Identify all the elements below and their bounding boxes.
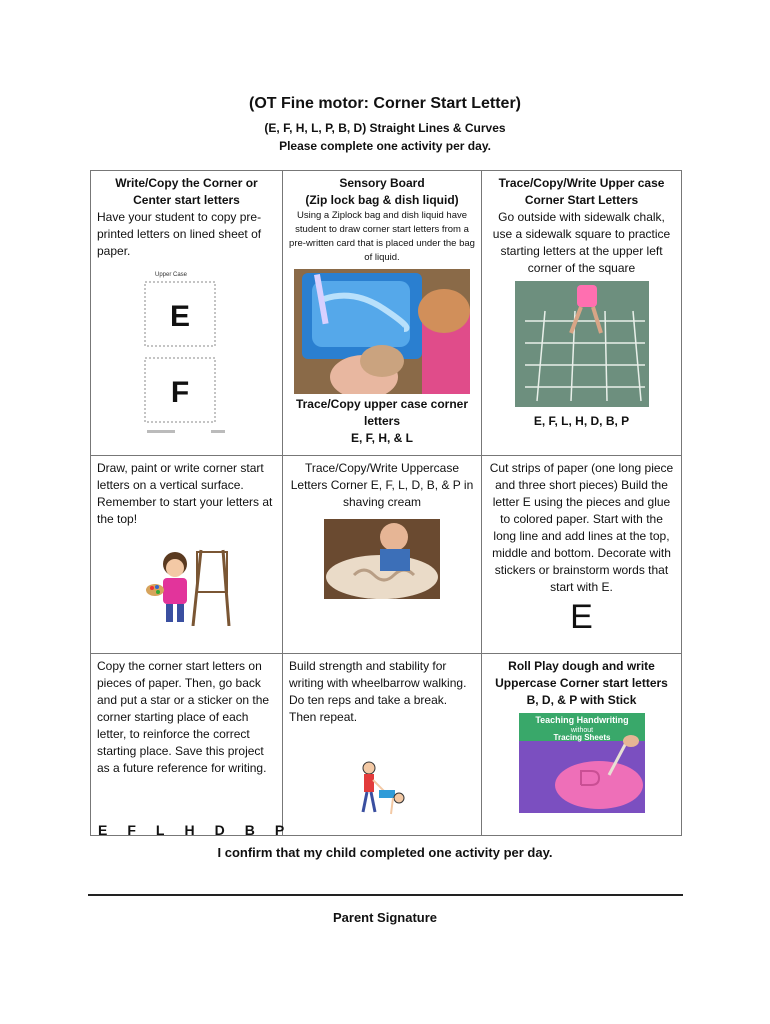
sheet-label: Upper Case: [154, 272, 187, 278]
page-instruction: Please complete one activity per day.: [279, 139, 491, 153]
cell-heading: B, D, & P with Stick: [526, 693, 637, 707]
signature-label: Parent Signature: [332, 910, 438, 925]
cell-vertical-surface: [91, 456, 283, 654]
letter-item: F: [127, 822, 136, 838]
page-subtitle: (E, F, H, L, P, B, D) Straight Lines & Curves: [264, 121, 506, 135]
cell-body: Copy the corner start letters on pieces of paper. Then, go back and put a star or a sticker on the corner starting place of each letter, to reinforce the correct starting place. Save this project as a future reference for writing.: [97, 659, 270, 775]
cell-heading: Write/Copy the Corner or: [115, 176, 258, 190]
photo-text: Teaching Handwriting: [534, 715, 629, 725]
cell-star-sticker: [91, 654, 283, 836]
letter-item: E: [98, 822, 108, 838]
cell-body: Trace/Copy/Write Uppercase Letters Corner E, F, L, D, B, & P in shaving cream: [290, 461, 474, 509]
cell-heading: Sensory Board: [339, 176, 425, 190]
cell-heading: Trace/Copy/Write Upper case: [498, 176, 665, 190]
activity-grid: [90, 170, 682, 836]
child-painting-clipart: [139, 542, 235, 626]
cell-heading: Corner Start Letters: [524, 193, 639, 207]
cell-body: Draw, paint or write corner start letters on a vertical surface. Remember to start your letters at the top!: [97, 461, 273, 526]
cell-wheelbarrow: [283, 654, 482, 836]
cell-caption: E, F, H, & L: [350, 431, 413, 445]
photo-text: Tracing Sheets: [553, 733, 610, 742]
cell-caption: letters: [363, 414, 401, 428]
signature-line[interactable]: [88, 894, 683, 896]
cell-body: Go outside with sidewalk chalk, use a sidewalk square to practice starting letters at the upper left corner of the square: [492, 210, 671, 275]
letter-f-sample: F: [170, 376, 189, 409]
cell-body: Using a Ziplock bag and dish liquid have student to draw corner start letters from a pre-written card that is placed under the bag of liquid.: [289, 210, 475, 263]
confirmation-statement: I confirm that my child completed one activity per day.: [217, 845, 553, 860]
big-letter-e: E: [570, 598, 593, 636]
letters-row: [98, 822, 304, 838]
cell-heading: (Zip lock bag & dish liquid): [305, 193, 459, 207]
shaving-cream-photo: [324, 519, 440, 599]
cell-body: Build strength and stability for writing with wheelbarrow walking. Do ten reps and take a break. Then repeat.: [289, 659, 467, 724]
cell-letters: E, F, L, H, D, B, P: [533, 414, 630, 428]
letter-item: P: [274, 822, 285, 838]
page-title: (OT Fine motor: Corner Start Letter): [248, 95, 521, 112]
letter-sheet-image: [141, 266, 233, 438]
cell-sensory-board: [283, 171, 482, 456]
cell-heading: Center start letters: [133, 193, 240, 207]
cell-shaving-cream: [283, 456, 482, 654]
wheelbarrow-walk-clipart: [357, 760, 407, 820]
cell-heading: Uppercase Corner start letters: [495, 676, 668, 690]
cell-body: Have your student to copy pre-printed letters on lined sheet of paper.: [97, 210, 262, 258]
cell-body: Cut strips of paper (one long piece and three short pieces) Build the letter E using the pieces and glue to colored paper. Start with the long line and add lines at the top, middle and bottom. Decorate with stickers or brainstorm words that start with E.: [489, 461, 674, 594]
letter-e-sample: E: [169, 300, 190, 333]
play-dough-photo: [519, 713, 645, 813]
cell-play-dough: [482, 654, 682, 836]
cell-caption: Trace/Copy upper case corner: [295, 397, 469, 411]
cell-write-copy: [91, 171, 283, 456]
letter-item: H: [184, 822, 195, 838]
cell-paper-strips: [482, 456, 682, 654]
sidewalk-chalk-photo: [515, 281, 649, 407]
letter-item: L: [155, 822, 165, 838]
letter-item: D: [214, 822, 225, 838]
letter-item: B: [244, 822, 255, 838]
photo-text: without: [570, 727, 593, 734]
sensory-bag-photo: [294, 269, 470, 394]
cell-heading: Roll Play dough and write: [508, 659, 655, 673]
cell-sidewalk-chalk: [482, 171, 682, 456]
